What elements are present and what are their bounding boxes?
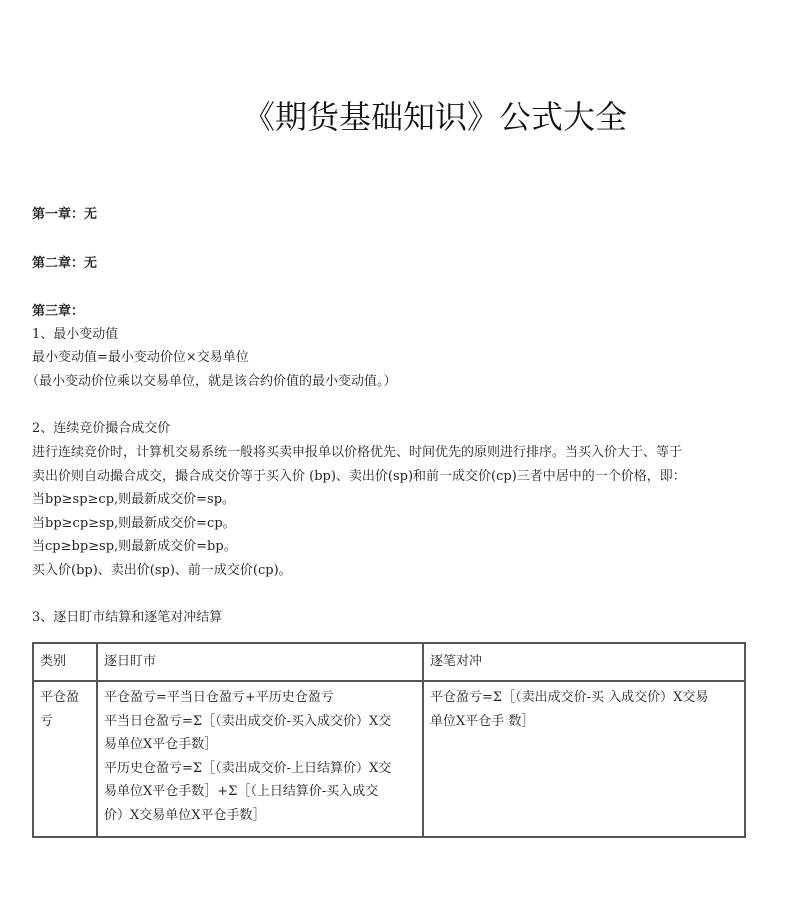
cell-line: 易单位X平仓手数］+Σ［（上日结算价-买入成交	[104, 784, 379, 799]
formula-line: 最小变动值=最小变动价位×交易单位	[32, 350, 249, 365]
formula-line: 当cp≥bp≥sp,则最新成交价=bp。	[32, 539, 237, 554]
cell-line: 平仓盈	[40, 690, 80, 705]
header-trade: 逐笔对冲	[423, 643, 745, 681]
cell-line: 平仓盈亏=Σ［（卖出成交价-买 入成交价）X交易	[430, 690, 709, 705]
cell-line: 价）X交易单位X平仓手数］	[104, 807, 266, 823]
cell-line: 平仓盈亏=平当日仓盈亏+平历史仓盈亏	[104, 690, 334, 705]
section-heading: 2、连续竞价撮合成交价	[32, 421, 171, 436]
header-category: 类别	[33, 643, 97, 681]
chapter-1: 第一章：无	[32, 207, 98, 222]
table-row	[33, 681, 745, 837]
cell-line: 平当日仓盈亏=Σ［（卖出成交价-买入成交价）X交	[104, 713, 392, 729]
cell-trade	[423, 681, 745, 837]
table-header-row	[33, 643, 745, 681]
chapter-2: 第二章：无	[32, 256, 98, 271]
settlement-table	[32, 642, 746, 838]
text-line: 进行连续竞价时，计算机交易系统一般将买卖申报单以价格优先、时间优先的原则进行排序。当买入价大于、等于	[32, 445, 683, 460]
page-title: 《期货基础知识》公式大全	[242, 98, 627, 136]
cell-line: 易单位X平仓手数］	[104, 737, 218, 752]
section-heading: 1、最小变动值	[32, 327, 119, 342]
cell-line: 亏	[40, 713, 54, 729]
chapter-3: 第三章：	[32, 304, 85, 319]
cell-line: 单位X平仓手 数］	[430, 713, 535, 729]
section-heading: 3、逐日盯市结算和逐笔对冲结算	[32, 610, 223, 625]
formula-line: 当bp≥cp≥sp,则最新成交价=cp。	[32, 516, 236, 531]
cell-category	[33, 681, 97, 837]
cell-daily	[97, 681, 423, 837]
text-line: 买入价(bp)、卖出价(sp)、前一成交价(cp)。	[32, 563, 292, 578]
text-line: 卖出价则自动撮合成交，撮合成交价等于买入价 (bp)、卖出价(sp)和前一成交价(cp)三者中居中的一个价格，即：	[32, 469, 686, 484]
cell-line: 平历史仓盈亏=Σ［（卖出成交价-上日结算价）X交	[104, 760, 392, 776]
formula-line: 当bp≥sp≥cp,则最新成交价=sp。	[32, 492, 236, 507]
text-line: （最小变动价位乘以交易单位，就是该合约价值的最小变动值。）	[26, 374, 397, 389]
header-daily: 逐日盯市	[97, 643, 423, 681]
